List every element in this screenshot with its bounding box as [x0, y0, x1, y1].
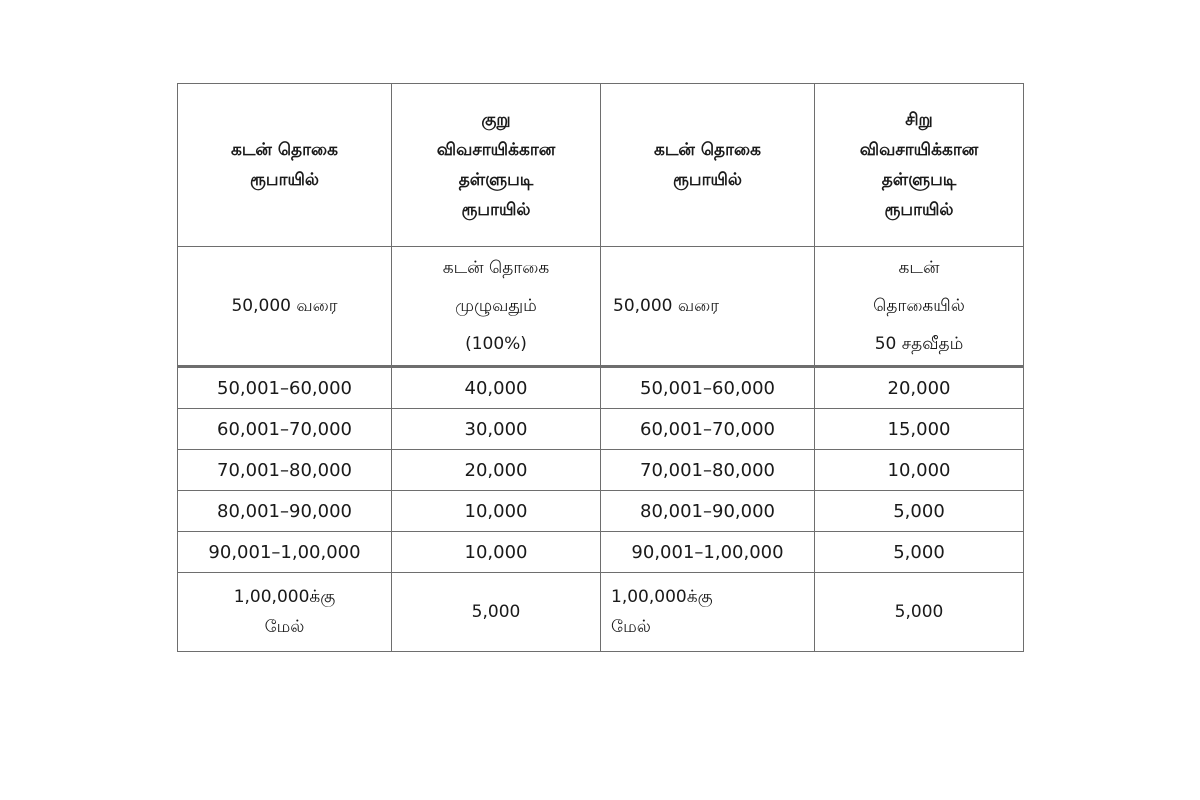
cell-text: 50,000 வரை	[231, 296, 338, 316]
table-cell	[815, 367, 1024, 409]
cell-text: 1,00,000க்கு மேல்	[611, 587, 713, 637]
cell-text: 40,000	[464, 377, 528, 399]
cell-text: 90,001–1,00,000	[208, 541, 361, 563]
table-cell	[601, 409, 815, 450]
table-cell	[178, 573, 392, 652]
cell-text: 20,000	[464, 459, 528, 481]
table-cell	[601, 367, 815, 409]
table-cell	[392, 367, 601, 409]
cell-text: 50,000 வரை	[613, 296, 720, 316]
header-loan-amount-2	[601, 84, 815, 247]
table-cell	[601, 532, 815, 573]
table-cell	[392, 491, 601, 532]
table-cell	[601, 450, 815, 491]
header-cell-text: கடன் தொகை ரூபாயில்	[654, 140, 761, 190]
cell-text: 50,001–60,000	[217, 377, 352, 399]
table-cell	[601, 491, 815, 532]
table-cell	[392, 450, 601, 491]
cell-text: 70,001–80,000	[217, 459, 352, 481]
header-small-farmer-waiver	[815, 84, 1024, 247]
table-cell	[178, 367, 392, 409]
cell-text: 30,000	[464, 418, 528, 440]
table-cell	[601, 247, 815, 367]
table-row	[178, 491, 1024, 532]
table-cell	[815, 247, 1024, 367]
table-cell	[815, 532, 1024, 573]
cell-text: 90,001–1,00,000	[631, 541, 784, 563]
table-cell	[392, 573, 601, 652]
table-row	[178, 450, 1024, 491]
table-row	[178, 573, 1024, 652]
table-cell	[392, 247, 601, 367]
table-cell	[178, 532, 392, 573]
cell-text: 10,000	[464, 500, 528, 522]
header-loan-amount	[178, 84, 392, 247]
cell-text: 15,000	[887, 418, 951, 440]
cell-text: 10,000	[464, 541, 528, 563]
header-row	[178, 84, 1024, 247]
table-cell	[392, 409, 601, 450]
cell-text: 5,000	[893, 541, 945, 563]
table-cell	[178, 247, 392, 367]
loan-waiver-table	[177, 83, 1024, 652]
table-cell	[601, 573, 815, 652]
table-row	[178, 367, 1024, 409]
table-cell	[815, 450, 1024, 491]
table-cell	[178, 491, 392, 532]
header-marginal-farmer-waiver	[392, 84, 601, 247]
table-row	[178, 532, 1024, 573]
cell-text: 80,001–90,000	[217, 500, 352, 522]
cell-text: 10,000	[887, 459, 951, 481]
table-cell	[815, 491, 1024, 532]
table-cell	[178, 450, 392, 491]
cell-text: கடன் தொகை முழுவதும் (100%)	[442, 258, 550, 354]
table-row	[178, 409, 1024, 450]
table-header	[178, 84, 1024, 247]
cell-text: 60,001–70,000	[217, 418, 352, 440]
cell-text: 5,000	[893, 500, 945, 522]
header-cell-text: கடன் தொகை ரூபாயில்	[231, 140, 338, 190]
table-cell	[178, 409, 392, 450]
cell-text: கடன் தொகையில் 50 சதவீதம்	[873, 258, 965, 354]
table-cell	[392, 532, 601, 573]
cell-text: 50,001–60,000	[640, 377, 775, 399]
table-row	[178, 247, 1024, 367]
header-cell-text: சிறு விவசாயிக்கான தள்ளுபடி ரூபாயில்	[859, 110, 979, 220]
cell-text: 1,00,000க்கு மேல்	[233, 587, 336, 637]
table-cell	[815, 573, 1024, 652]
cell-text: 5,000	[894, 602, 944, 622]
cell-text: 70,001–80,000	[640, 459, 775, 481]
cell-text: 80,001–90,000	[640, 500, 775, 522]
cell-text: 60,001–70,000	[640, 418, 775, 440]
table-body	[178, 247, 1024, 652]
cell-text: 20,000	[887, 377, 951, 399]
table-cell	[815, 409, 1024, 450]
cell-text: 5,000	[471, 602, 521, 622]
header-cell-text: குறு விவசாயிக்கான தள்ளுபடி ரூபாயில்	[436, 110, 556, 220]
